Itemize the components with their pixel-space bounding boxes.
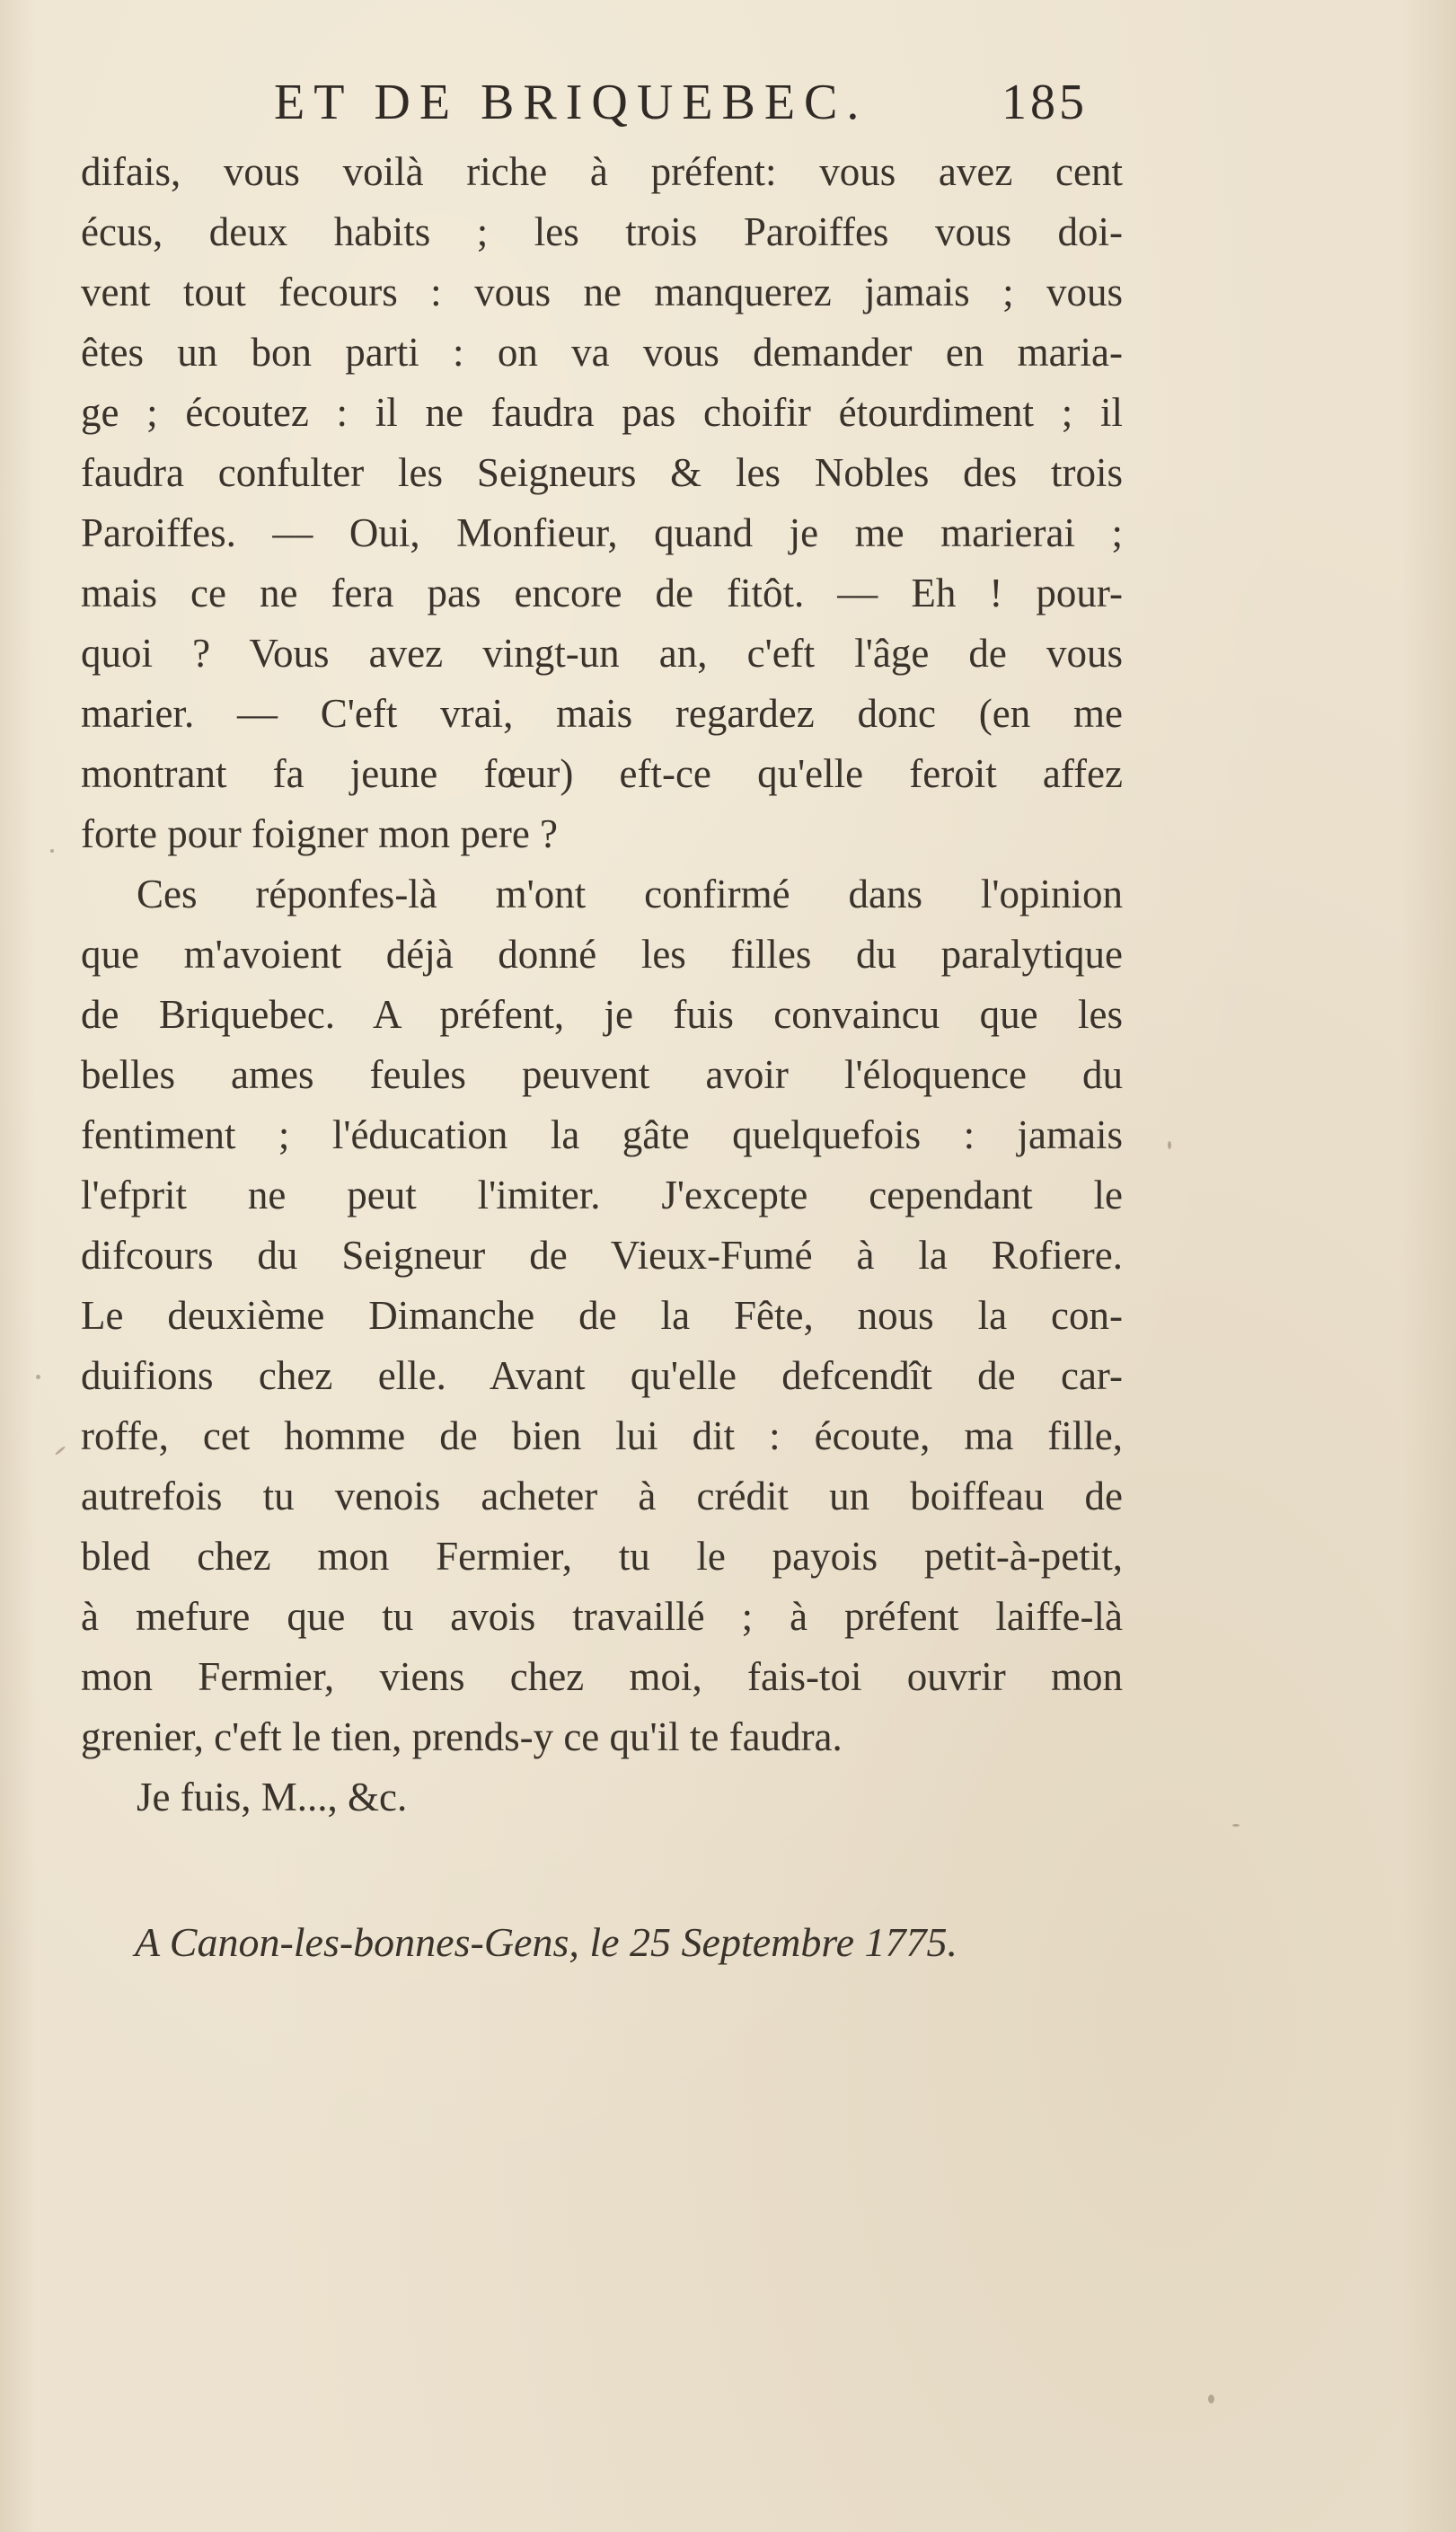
page-number: 185 — [1002, 75, 1088, 130]
text-line: marier. — C'eft vrai, mais regardez donc (en me — [81, 691, 1123, 736]
text-line: autrefois tu venois acheter à crédit un boiffeau de — [81, 1474, 1123, 1518]
text-line: vent tout fecours : vous ne manquerez jamais ; vous — [81, 270, 1123, 314]
body-text — [81, 142, 1123, 1828]
text-line: quoi ? Vous avez vingt-un an, c'eft l'âge de vous — [81, 631, 1123, 676]
paper-speck — [1208, 2395, 1214, 2404]
text-line: de Briquebec. A préfent, je fuis convaincu que les — [81, 992, 1123, 1037]
text-line: belles ames feules peuvent avoir l'éloquence du — [81, 1052, 1123, 1097]
text-line: forte pour foigner mon pere ? — [81, 811, 559, 856]
text-line: que m'avoient déjà donné les filles du paralytique — [81, 932, 1123, 977]
text-line: difais, vous voilà riche à préfent: vous avez cent — [81, 149, 1123, 194]
text-line: l'efprit ne peut l'imiter. J'excepte cependant le — [81, 1173, 1123, 1217]
paper-speck — [36, 1375, 40, 1379]
text-line: bled chez mon Fermier, tu le payois petit-à-petit, — [81, 1534, 1123, 1579]
text-line: difcours du Seigneur de Vieux-Fumé à la Rofiere. — [81, 1233, 1123, 1278]
text-line: roffe, cet homme de bien lui dit : écoute, ma fille, — [81, 1413, 1123, 1458]
text-line: mais ce ne fera pas encore de fitôt. — Eh ! pour- — [81, 571, 1123, 615]
closing-line: Je fuis, M..., &c. — [137, 1775, 408, 1819]
text-line: grenier, c'eft le tien, prends-y ce qu'il te faudra. — [81, 1714, 843, 1759]
text-line: Paroiffes. — Oui, Monfieur, quand je me marierai ; — [81, 510, 1123, 555]
text-line: montrant fa jeune fœur) eft-ce qu'elle feroit affez — [81, 751, 1123, 796]
text-line: fentiment ; l'éducation la gâte quelquefois : jamais — [81, 1112, 1123, 1157]
text-line: écus, deux habits ; les trois Paroiffes vous doi- — [81, 209, 1123, 254]
running-head — [274, 74, 1136, 146]
text-line: Ces réponfes-là m'ont confirmé dans l'opinion — [137, 872, 1123, 916]
text-line: ge ; écoutez : il ne faudra pas choifir étourdiment ; il — [81, 390, 1123, 435]
text-line: duifions chez elle. Avant qu'elle defcendît de car- — [81, 1353, 1123, 1398]
text-line: mon Fermier, viens chez moi, fais-toi ouvrir mon — [81, 1654, 1123, 1699]
text-line: Le deuxième Dimanche de la Fête, nous la con- — [81, 1293, 1123, 1338]
dateline: A Canon-les-bonnes-Gens, le 25 Septembre 1775. — [135, 1919, 958, 1965]
paper-speck — [1168, 1141, 1171, 1149]
text-line: faudra confulter les Seigneurs & les Nobles des trois — [81, 450, 1123, 495]
text-line: à mefure que tu avois travaillé ; à préfent laiffe-là — [81, 1594, 1123, 1639]
running-title: ET DE BRIQUEBEC. — [274, 75, 869, 130]
paper-speck — [1232, 1824, 1240, 1827]
text-line: êtes un bon parti : on va vous demander en maria- — [81, 330, 1123, 375]
paper-speck — [55, 1446, 66, 1456]
paper-speck — [50, 849, 54, 853]
